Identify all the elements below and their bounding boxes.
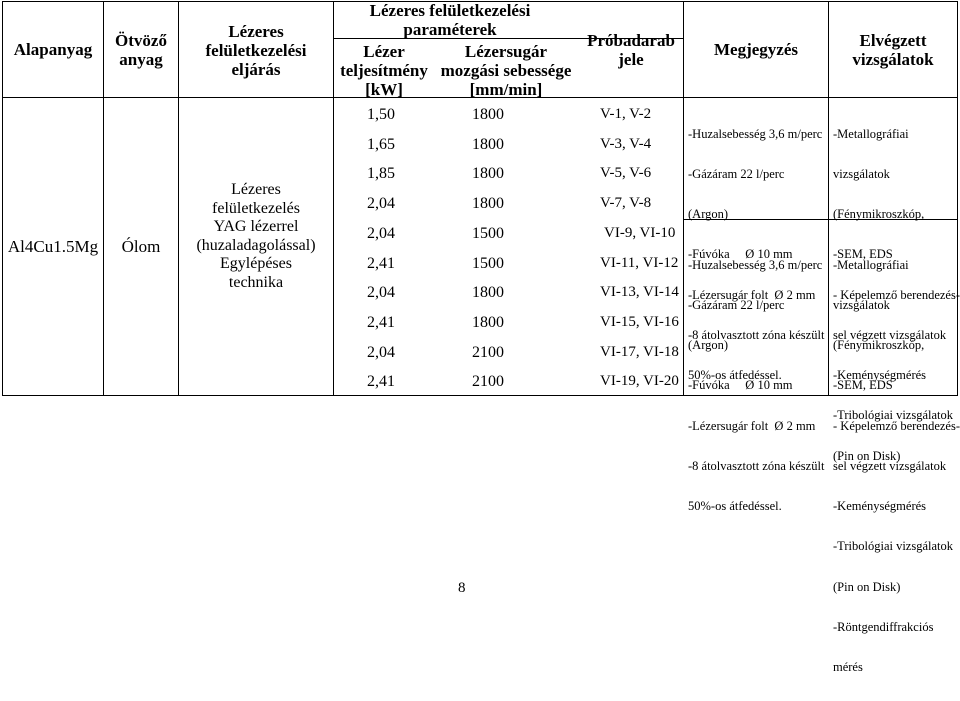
header-sebesseg-line: mozgási sebessége (440, 61, 572, 80)
header-teljesitmeny-line: [kW] (365, 80, 403, 99)
table-row: 1800 (472, 136, 504, 153)
vizsgalat-line: -Metallográfiai (833, 257, 909, 272)
header-vizsgalatok (829, 31, 957, 69)
vizsgalat-line: -Keménységmérés (833, 368, 927, 383)
note-line: -Gázáram 22 l/perc (688, 298, 785, 313)
note-line: -Gázáram 22 l/perc (688, 167, 785, 182)
eljaras-line: (huzaladagolással) (196, 236, 316, 254)
note-line: -Lézersugár folt Ø 2 mm (688, 287, 816, 302)
vizsgalat-line: -Tribológiai vizsgálatok (833, 408, 954, 423)
vizsgalat-line: vizsgálatok (833, 298, 890, 313)
table-row: 2,04 (367, 284, 395, 301)
vizsgalat-line: vizsgálatok (833, 167, 890, 182)
vizsgalatok-vi (833, 232, 960, 701)
table-row: 2,41 (367, 255, 395, 272)
header-teljesitmeny (334, 42, 434, 99)
vizsgalat-line: (Pin on Disk) (833, 448, 901, 463)
header-eljaras-line: Lézeres (228, 22, 284, 41)
eljaras-line: YAG lézerrel (213, 218, 299, 235)
table-row: VI-19, VI-20 (600, 373, 679, 389)
header-vizsgalatok-line: vizsgálatok (852, 50, 934, 69)
table-row: 1800 (472, 195, 504, 212)
vizsgalat-line: -Röntgendiffrakciós (833, 619, 934, 634)
header-vizsgalatok-line: Elvégzett (859, 31, 927, 50)
table-row: 1800 (472, 165, 504, 182)
vizsgalat-line: -Tribológiai vizsgálatok (833, 539, 954, 554)
header-parameterek (334, 1, 566, 39)
vizsgalat-line: -SEM, EDS (833, 378, 893, 393)
eljaras-line: technika (228, 273, 284, 291)
note-line: (Argon) (688, 338, 729, 353)
header-jel-line: jele (618, 50, 644, 69)
table-row: V-3, V-4 (600, 136, 652, 152)
note-line: -Lézersugár folt Ø 2 mm (688, 418, 816, 433)
table-row: 2,04 (367, 225, 395, 242)
note-line: -Huzalsebesség 3,6 m/perc (688, 257, 823, 272)
page-number: 8 (458, 580, 466, 596)
header-parameterek-line: Lézeres felületkezelési (369, 1, 531, 20)
vizsgalat-line: - Képelemző berendezés- (833, 418, 960, 433)
vizsgalatok-v (833, 101, 960, 463)
table-row: V-5, V-6 (600, 165, 652, 181)
table-row: VI-15, VI-16 (600, 314, 679, 330)
header-teljesitmeny-line: teljesítmény (340, 61, 428, 80)
header-teljesitmeny-line: Lézer (363, 42, 405, 61)
header-sebesseg (436, 42, 576, 99)
header-sebesseg-line: [mm/min] (469, 80, 543, 99)
vizsgalat-line: sel végzett vizsgálatok (833, 458, 947, 473)
note-line: (Argon) (688, 207, 729, 222)
note-line: -8 átolvasztott zóna készült (688, 327, 825, 342)
table-row: 2,04 (367, 344, 395, 361)
vizsgalat-line: sel végzett vizsgálatok (833, 327, 947, 342)
header-otvozo-line: Ötvöző (115, 31, 167, 50)
vizsgalat-line: -Keménységmérés (833, 499, 927, 514)
table-row: 2,04 (367, 195, 395, 212)
header-probadarab-jele (580, 31, 682, 69)
header-eljaras-line: felületkezelési (205, 41, 307, 60)
note-line: -8 átolvasztott zóna készült (688, 458, 825, 473)
note-line: 50%-os átfedéssel. (688, 499, 782, 514)
eljaras-line: Egylépéses (220, 255, 292, 272)
table-row: 1800 (472, 106, 504, 123)
table-row: 2,41 (367, 373, 395, 390)
table-row: 1500 (472, 225, 504, 242)
eljaras-value (179, 181, 333, 292)
table-row: 1800 (472, 284, 504, 301)
vizsgalat-line: (Pin on Disk) (833, 579, 901, 594)
note-line: 50%-os átfedéssel. (688, 368, 782, 383)
header-otvozo-line: anyag (119, 50, 163, 69)
table-row: VI-13, VI-14 (600, 284, 679, 300)
vizsgalat-line: mérés (833, 660, 863, 674)
table-row: 2100 (472, 344, 504, 361)
header-megjegyzes: Megjegyzés (713, 40, 798, 59)
table-row: 1,85 (367, 165, 395, 182)
note-line: -Huzalsebesség 3,6 m/perc (688, 126, 823, 141)
megjegyzes-vi (688, 232, 824, 540)
table-row: 1,65 (367, 136, 395, 153)
otvozo-value: Ólom (121, 237, 161, 256)
table-row: 1800 (472, 314, 504, 331)
note-line: -Fúvóka Ø 10 mm (688, 378, 793, 393)
table-row: VI-11, VI-12 (600, 255, 679, 271)
header-otvozo-anyag (104, 31, 178, 69)
table-row: 1,50 (367, 106, 395, 123)
vizsgalat-line: - Képelemző berendezés- (833, 287, 960, 302)
header-jel-line: Próbadarab (587, 31, 675, 50)
header-parameterek-line: paraméterek (403, 20, 497, 39)
header-eljaras-line: eljárás (231, 60, 281, 79)
table-row: VI-9, VI-10 (604, 225, 676, 241)
table-row: V-1, V-2 (600, 106, 652, 122)
vizsgalat-line: -SEM, EDS (833, 247, 893, 262)
note-line: -Fúvóka Ø 10 mm (688, 247, 793, 262)
table-row: V-7, V-8 (600, 195, 652, 211)
eljaras-line: Lézeres (231, 181, 281, 198)
table-row: 2,41 (367, 314, 395, 331)
table-row: 2100 (472, 373, 504, 390)
header-eljaras (179, 22, 333, 79)
vizsgalat-line: (Fénymikroszkóp, (833, 207, 925, 222)
header-alapanyag: Alapanyag (13, 40, 93, 59)
header-sebesseg-line: Lézersugár (464, 42, 548, 61)
vizsgalat-line: (Fénymikroszkóp, (833, 338, 925, 353)
vizsgalat-line: -Metallográfiai (833, 126, 909, 141)
eljaras-line: felületkezelés (212, 199, 300, 217)
table-row: 1500 (472, 255, 504, 272)
table-row: VI-17, VI-18 (600, 344, 679, 360)
alapanyag-value: Al4Cu1.5Mg (7, 237, 99, 256)
